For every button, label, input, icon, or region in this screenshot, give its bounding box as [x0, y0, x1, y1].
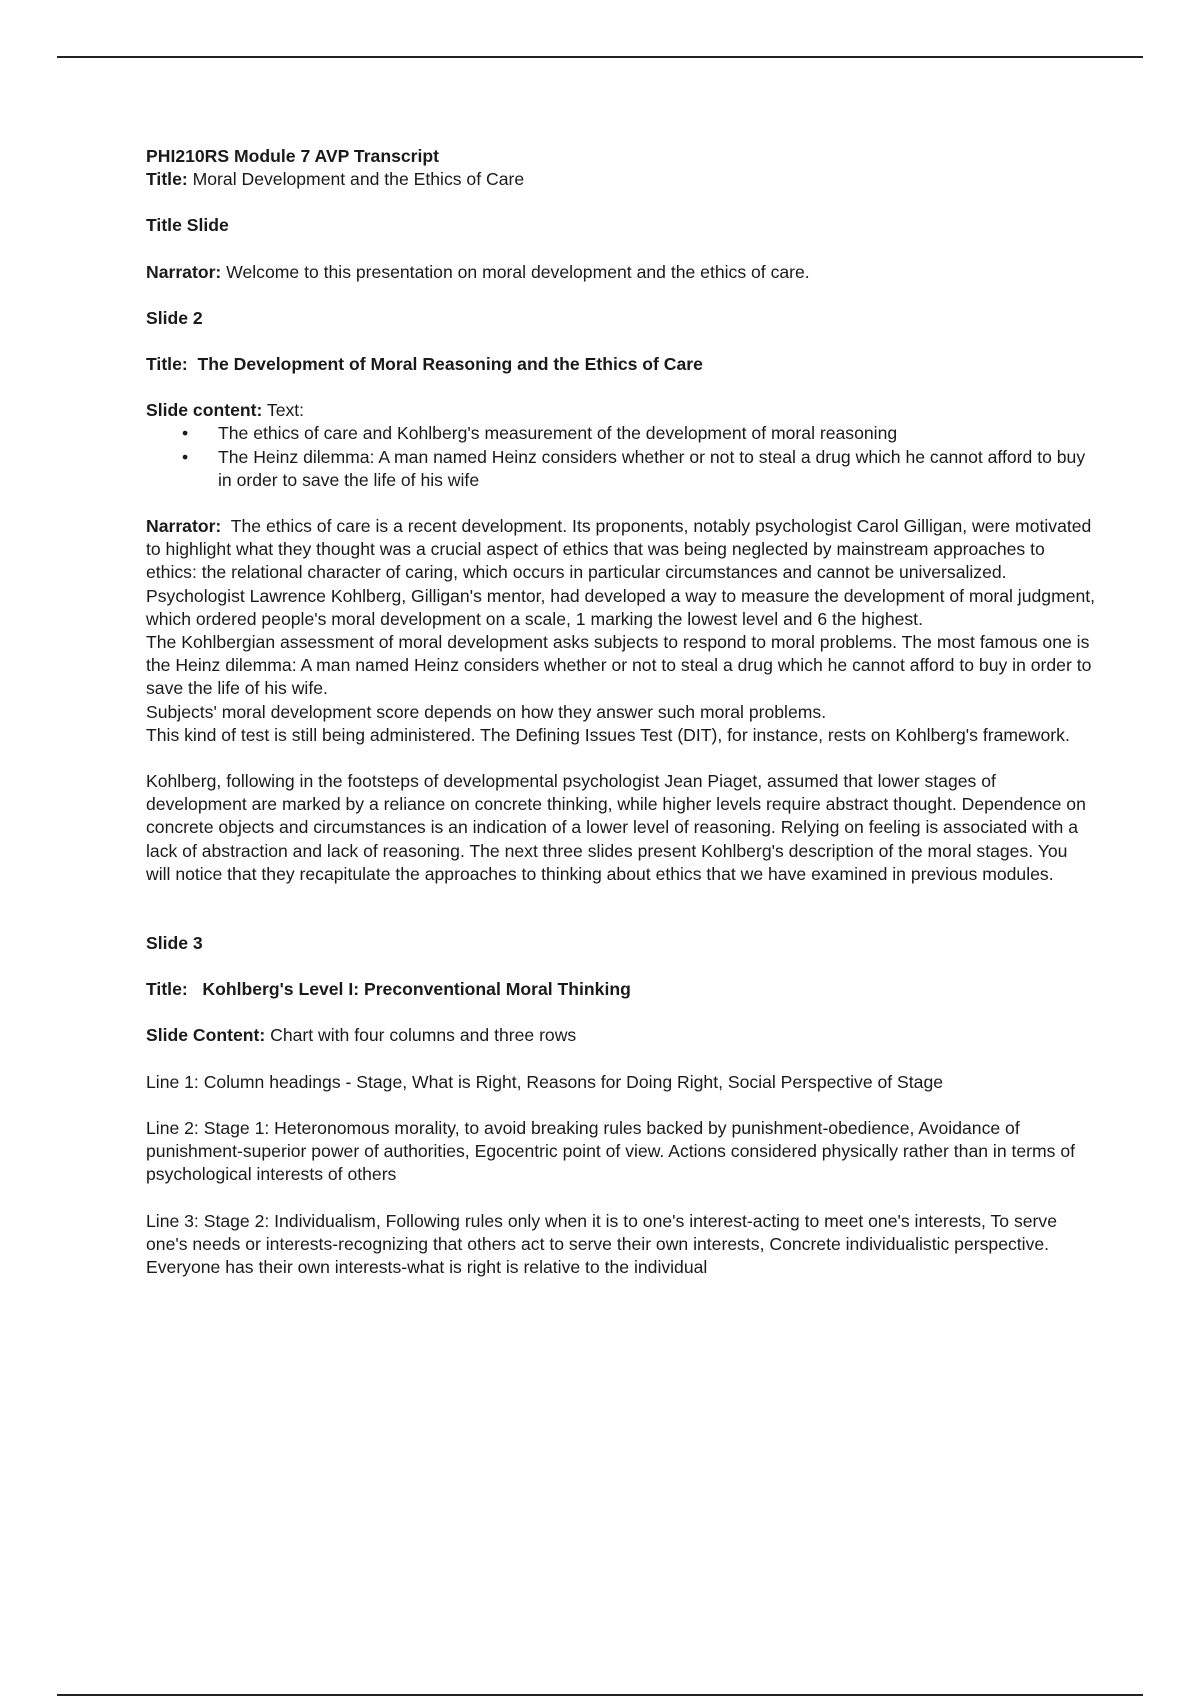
- slide2-narration-2: The Kohlbergian assessment of moral development asks subjects to respond to moral problems. The most famous one is the Heinz dilemma: A man named Heinz considers whether or not to steal a drug which he cannot afford to buy in order to save the life of his wife.: [146, 632, 1092, 699]
- document-body: [146, 145, 1096, 1279]
- bullet-icon: •: [182, 423, 189, 444]
- slide3-title: [146, 978, 1096, 1001]
- slide3-line-1: Line 1: Column headings - Stage, What is Right, Reasons for Doing Right, Social Perspective of Stage: [146, 1071, 944, 1092]
- slide2-content: [146, 399, 1096, 422]
- narrator-label: Narrator:: [146, 261, 222, 282]
- slide2-content-value: Text:: [266, 400, 305, 421]
- slide3-content-value: Chart with four columns and three rows: [270, 1025, 577, 1046]
- slide2-title: [146, 353, 1096, 376]
- slide2-narration-4: This kind of test is still being administered. The Defining Issues Test (DIT), for instance, rests on Kohlberg's framework.: [146, 724, 1070, 745]
- slide2-bullet-list: [146, 422, 1096, 492]
- top-rule: [57, 56, 1143, 58]
- slide3-content: [146, 1024, 1096, 1047]
- narrator-text: The ethics of care is a recent development. Its proponents, notably psychologist Carol Gilligan, were motivated to highlight what they thought was a crucial aspect of ethics that was being neglected by mainstream approaches to ethics: the relational character of caring, which occurs in particular circumstances and cannot be universalized. Psychologist Lawrence Kohlberg, Gilligan's mentor, had developed a way to measure the development of moral judgment, which ordered people's moral development on a scale, 1 marking the lowest level and 6 the highest.: [146, 516, 1096, 629]
- list-item-text: The Heinz dilemma: A man named Heinz considers whether or not to steal a drug which he cannot afford to buy in order to save the life of his wife: [218, 446, 1086, 490]
- title-label: Title:: [146, 169, 188, 190]
- slide3-content-label: Slide Content:: [146, 1025, 266, 1046]
- course-heading: PHI210RS Module 7 AVP Transcript: [146, 146, 439, 166]
- slide2-content-label: Slide content:: [146, 400, 263, 421]
- bullet-icon: •: [182, 446, 189, 467]
- title-slide-narration: [146, 261, 1096, 284]
- narrator-text: Welcome to this presentation on moral development and the ethics of care.: [226, 261, 810, 282]
- list-item: [146, 422, 1096, 445]
- slide2-heading: Slide 2: [146, 307, 203, 328]
- slide2-narration-3: Subjects' moral development score depends on how they answer such moral problems.: [146, 701, 827, 722]
- slide3-heading: Slide 3: [146, 933, 203, 954]
- title-value: Moral Development and the Ethics of Care: [192, 169, 525, 190]
- title-slide-heading: Title Slide: [146, 215, 229, 236]
- slide2-narration-1: [146, 515, 1096, 631]
- slide2-title-label: Title:: [146, 354, 188, 375]
- narrator-label: Narrator:: [146, 516, 222, 537]
- bottom-rule: [57, 1694, 1143, 1696]
- document-title: [146, 168, 1096, 191]
- slide2-paragraph: Kohlberg, following in the footsteps of developmental psychologist Jean Piaget, assumed that lower stages of development are marked by a reliance on concrete thinking, while higher levels require abstract thought. Dependence on concrete objects and circumstances is an indication of a lower level of reasoning. Relying on feeling is associated with a lack of abstraction and lack of reasoning. The next three slides present Kohlberg's description of the moral stages. You will notice that they recapitulate the approaches to thinking about ethics that we have examined in previous modules.: [146, 771, 1086, 884]
- list-item: [146, 446, 1096, 492]
- slide3-line-3: Line 3: Stage 2: Individualism, Following rules only when it is to one's interest-acting to meet one's interests, To serve one's needs or interests-recognizing that others act to serve their own interests, Concrete individualistic perspective. Everyone has their own interests-what is right is relative to the individual: [146, 1210, 1057, 1277]
- slide3-title-label: Title:: [146, 979, 188, 1000]
- slide2-title-value: The Development of Moral Reasoning and the Ethics of Care: [197, 354, 703, 375]
- slide3-title-value: Kohlberg's Level I: Preconventional Moral Thinking: [202, 979, 631, 1000]
- list-item-text: The ethics of care and Kohlberg's measurement of the development of moral reasoning: [218, 423, 898, 444]
- slide3-line-2: Line 2: Stage 1: Heteronomous morality, to avoid breaking rules backed by punishment-obedience, Avoidance of punishment-superior power of authorities, Egocentric point of view. Actions considered physically rather than in terms of psychological interests of others: [146, 1117, 1076, 1185]
